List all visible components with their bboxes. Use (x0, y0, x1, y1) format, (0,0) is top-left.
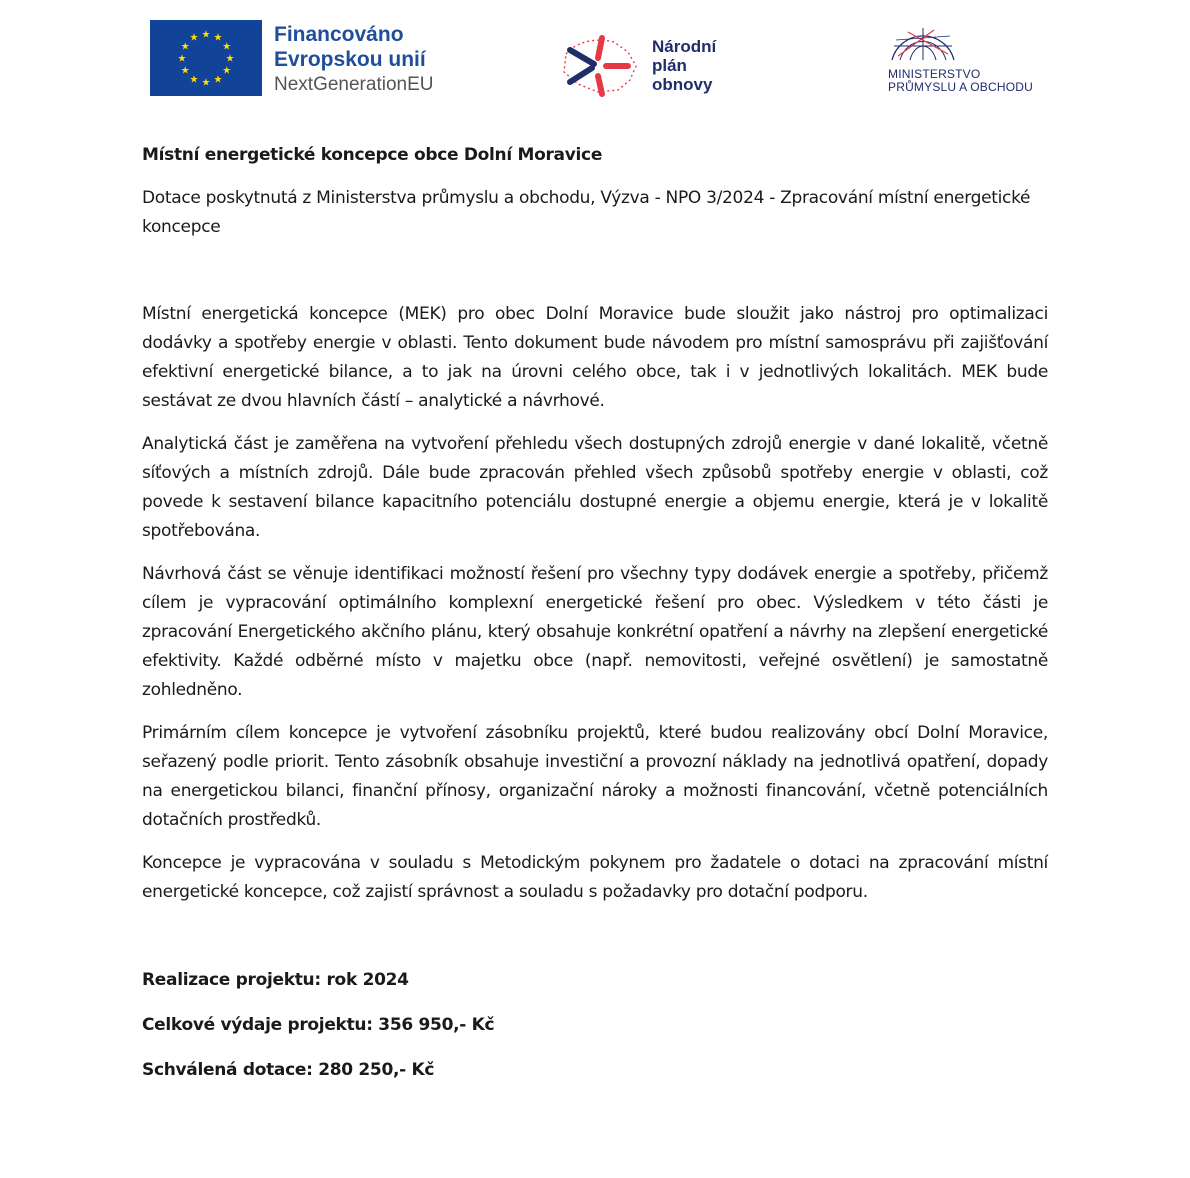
eu-logo-line3: NextGenerationEU (274, 73, 434, 95)
paragraph: Koncepce je vypracována v souladu s Metodickým pokynem pro žadatele o dotaci na zpracování místní energetické koncepce, což zajistí správnost a souladu s požadavky pro dotační podporu. (142, 853, 1048, 902)
mpo-globe-icon (888, 22, 958, 62)
eu-star-icon: ★ (222, 65, 232, 77)
eu-star-icon: ★ (201, 29, 211, 41)
npo-logo (558, 32, 716, 98)
eu-star-icon: ★ (225, 53, 235, 65)
npo-logo-line2: plán (652, 55, 687, 75)
npo-logo-line3: obnovy (652, 74, 713, 94)
eu-star-icon: ★ (189, 32, 199, 44)
eu-logo-line1: Financováno (274, 22, 404, 46)
eu-star-icon: ★ (177, 53, 187, 65)
npo-logo-line1: Národní (652, 36, 717, 56)
project-total-cost: Celkové výdaje projektu: 356 950,- Kč (142, 1015, 495, 1035)
project-facts (142, 967, 1048, 1083)
eu-logo (150, 20, 433, 98)
npo-star-icon (558, 32, 644, 98)
eu-star-icon: ★ (189, 74, 199, 86)
logo-header (0, 0, 1190, 110)
eu-flag-icon (150, 20, 262, 96)
paragraph: Návrhová část se věnuje identifikaci možností řešení pro všechny typy dodávek energie a spotřeby, přičemž cílem je vypracování optimálního komplexní energetické řešení pro obec. Výsledkem v této části je zpracování Energetického akčního plánu, který obsahuje konkrétní opatření a návrhy na zlepšení energetické efektivity. Každé odběrné místo v majetku obce (např. nemovitosti, veřejné osvětlení) je samostatně zohledněno. (142, 564, 1048, 700)
mpo-logo (888, 22, 1048, 94)
document-title: Místní energetické koncepce obce Dolní Moravice (142, 145, 603, 165)
eu-logo-line2: Evropskou unií (274, 47, 426, 71)
paragraph: Místní energetická koncepce (MEK) pro obec Dolní Moravice bude sloužit jako nástroj pro optimalizaci dodávky a spotřeby energie v oblasti. Tento dokument bude návodem pro místní samosprávu při zajišťování efektivní energetické bilance, a to jak na úrovni celého obce, tak i v jednotlivých lokalitách. MEK bude sestávat ze dvou hlavních částí – analytické a návrhové. (142, 304, 1048, 411)
mpo-logo-line2: PRŮMYSLU A OBCHODU (888, 80, 1033, 94)
mpo-logo-line1: MINISTERSTVO (888, 67, 981, 81)
document-body (142, 142, 1048, 1102)
document-paragraphs (142, 300, 1048, 907)
paragraph: Primárním cílem koncepce je vytvoření zásobníku projektů, které budou realizovány obcí Dolní Moravice, seřazený podle priorit. Tento zásobník obsahuje investiční a provozní náklady na jednotlivá opatření, dopady na energetickou bilanci, finanční přínosy, organizační nároky a možnosti financování, včetně potenciálních dotačních prostředků. (142, 723, 1048, 830)
eu-star-icon: ★ (222, 41, 232, 53)
eu-star-icon: ★ (180, 65, 190, 77)
eu-star-icon: ★ (201, 77, 211, 89)
eu-star-icon: ★ (180, 41, 190, 53)
project-realization: Realizace projektu: rok 2024 (142, 970, 409, 990)
project-approved-grant: Schválená dotace: 280 250,- Kč (142, 1060, 435, 1080)
eu-star-icon: ★ (213, 32, 223, 44)
paragraph: Analytická část je zaměřena na vytvoření přehledu všech dostupných zdrojů energie v dané lokalitě, včetně síťových a místních zdrojů. Dále bude zpracován přehled všech způsobů spotřeby energie v oblasti, což povede k sestavení bilance kapacitního potenciálu dostupné energie a objemu energie, která je v lokalitě spotřebována. (142, 434, 1048, 541)
eu-star-icon: ★ (213, 74, 223, 86)
document-subtitle: Dotace poskytnutá z Ministerstva průmyslu a obchodu, Výzva - NPO 3/2024 - Zpracování místní energetické koncepce (142, 188, 1031, 237)
